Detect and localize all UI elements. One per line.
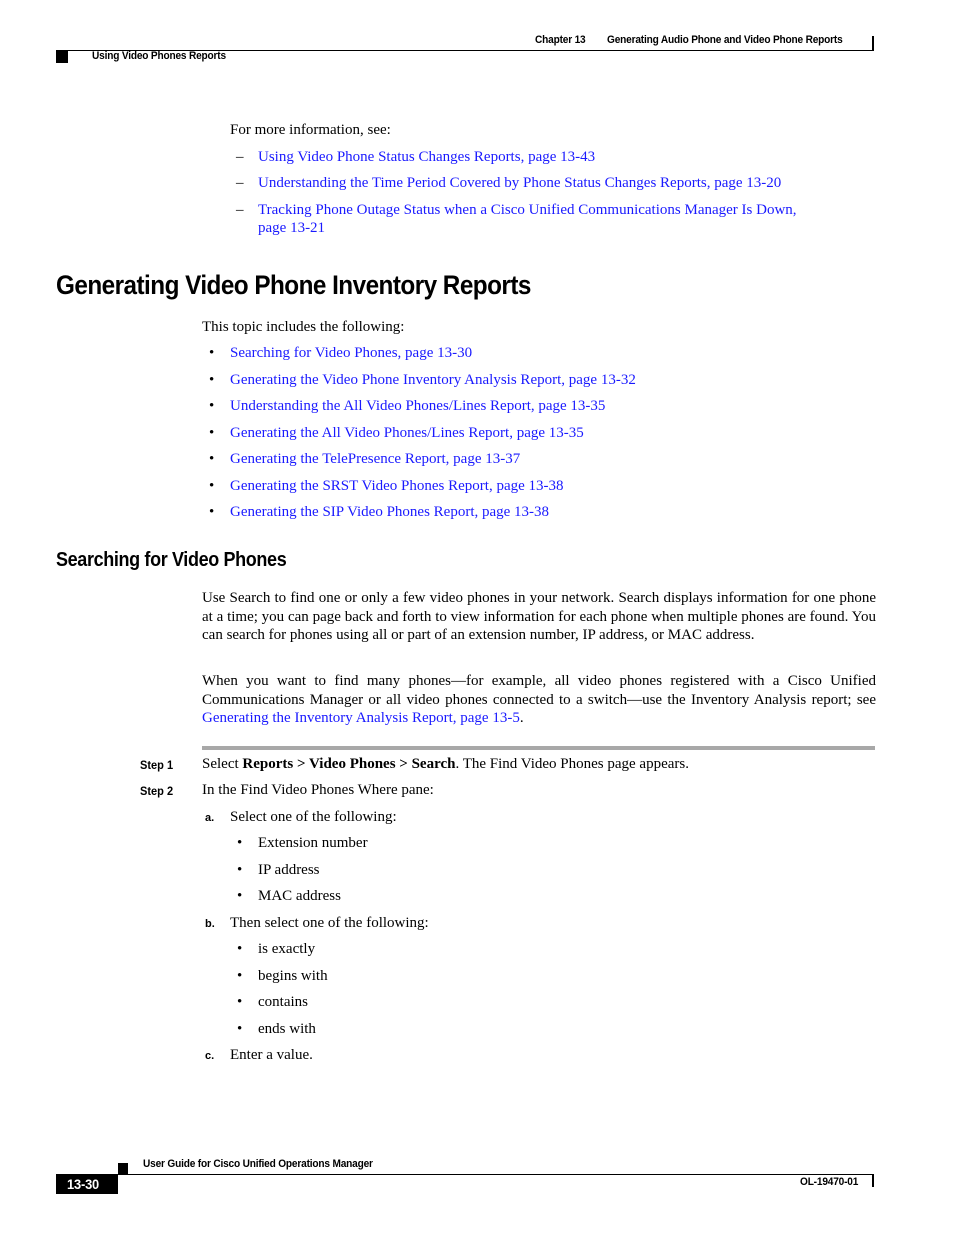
option-item: begins with bbox=[258, 968, 328, 984]
topic-link[interactable]: Searching for Video Phones, page 13-30 bbox=[230, 345, 473, 361]
paragraph bbox=[202, 672, 876, 728]
paragraph-end: . bbox=[519, 710, 524, 726]
step-label: Step 1 bbox=[140, 758, 174, 772]
paragraph-text: When you want to find many phones—for example, all video phones registered with a Cisco Unified Communications Manager or all video phones connected to a switch—use the Inventory Analysis report; see bbox=[202, 673, 876, 708]
substep-text: Enter a value. bbox=[230, 1047, 313, 1063]
option-item: ends with bbox=[258, 1021, 316, 1037]
step-text: In the Find Video Phones Where pane: bbox=[202, 782, 434, 798]
step-text bbox=[202, 756, 689, 773]
footer-guide-title: User Guide for Cisco Unified Operations Manager bbox=[143, 1158, 373, 1170]
bullet-marker: • bbox=[237, 968, 243, 984]
substep-label: a. bbox=[205, 812, 215, 824]
dash-marker: – bbox=[236, 202, 244, 218]
topic-link[interactable]: Generating the SRST Video Phones Report, page 13-38 bbox=[230, 478, 564, 494]
substep-text: Select one of the following: bbox=[230, 809, 397, 825]
substep-text: Then select one of the following: bbox=[230, 915, 429, 931]
menu-path: Reports > Video Phones > Search bbox=[242, 756, 456, 772]
option-item: MAC address bbox=[258, 888, 341, 904]
bullet-marker: • bbox=[209, 504, 215, 520]
bullet-marker: • bbox=[209, 372, 215, 388]
step-text-post: . The Find Video Phones page appears. bbox=[455, 756, 689, 772]
more-info-link[interactable]: page 13-21 bbox=[258, 220, 326, 236]
bullet-marker: • bbox=[209, 398, 215, 414]
topic-link[interactable]: Generating the Video Phone Inventory Analysis Report, page 13-32 bbox=[230, 372, 636, 388]
header-chapter: Chapter 13 bbox=[535, 34, 586, 46]
section-heading: Generating Video Phone Inventory Reports bbox=[56, 270, 531, 300]
option-item: IP address bbox=[258, 862, 320, 878]
step-label: Step 2 bbox=[140, 784, 174, 798]
procedure-rule bbox=[202, 746, 875, 750]
footer-doc-id: OL-19470-01 bbox=[800, 1176, 859, 1188]
more-info-link[interactable]: Tracking Phone Outage Status when a Cisco Unified Communications Manager Is Down, bbox=[258, 202, 797, 218]
more-info-link[interactable]: Understanding the Time Period Covered by Phone Status Changes Reports, page 13-20 bbox=[258, 175, 782, 191]
dash-marker: – bbox=[236, 149, 244, 165]
bullet-marker: • bbox=[209, 345, 215, 361]
step-text-pre: Select bbox=[202, 756, 243, 772]
paragraph: Use Search to find one or only a few video phones in your network. Search displays information for one phone at a time; you can page back and forth to view information for each phone when multiple phones are found. You can search for phones using all or part of an extension number, IP address, or MAC address. bbox=[202, 590, 876, 643]
subsection-heading: Searching for Video Phones bbox=[56, 549, 287, 571]
section-intro: This topic includes the following: bbox=[202, 319, 405, 335]
bullet-marker: • bbox=[237, 1021, 243, 1037]
inventory-analysis-link[interactable]: Generating the Inventory Analysis Report, page 13-5 bbox=[202, 710, 520, 726]
footer-marker bbox=[118, 1163, 128, 1174]
bullet-marker: • bbox=[237, 941, 243, 957]
bullet-marker: • bbox=[237, 835, 243, 851]
more-info-link[interactable]: Using Video Phone Status Changes Reports, page 13-43 bbox=[258, 149, 596, 165]
option-item: contains bbox=[258, 994, 308, 1010]
substep-label: c. bbox=[205, 1050, 215, 1062]
footer-page-number: 13-30 bbox=[67, 1176, 100, 1192]
option-item: is exactly bbox=[258, 941, 316, 957]
footer-right-bar bbox=[872, 1175, 874, 1187]
header-section: Using Video Phones Reports bbox=[92, 50, 226, 62]
topic-link[interactable]: Generating the All Video Phones/Lines Report, page 13-35 bbox=[230, 425, 584, 441]
option-item: Extension number bbox=[258, 835, 368, 851]
substep-label: b. bbox=[205, 918, 215, 930]
footer-rule bbox=[56, 1174, 874, 1175]
topic-link[interactable]: Understanding the All Video Phones/Lines Report, page 13-35 bbox=[230, 398, 606, 414]
bullet-marker: • bbox=[209, 451, 215, 467]
header-right-bar bbox=[872, 36, 874, 50]
more-info-intro: For more information, see: bbox=[230, 122, 391, 138]
dash-marker: – bbox=[236, 175, 244, 191]
bullet-marker: • bbox=[237, 994, 243, 1010]
header-marker bbox=[56, 51, 68, 63]
bullet-marker: • bbox=[237, 888, 243, 904]
header-chapter-title: Generating Audio Phone and Video Phone Reports bbox=[607, 34, 843, 46]
topic-link[interactable]: Generating the TelePresence Report, page 13-37 bbox=[230, 451, 521, 467]
bullet-marker: • bbox=[237, 862, 243, 878]
topic-link[interactable]: Generating the SIP Video Phones Report, page 13-38 bbox=[230, 504, 550, 520]
bullet-marker: • bbox=[209, 478, 215, 494]
bullet-marker: • bbox=[209, 425, 215, 441]
